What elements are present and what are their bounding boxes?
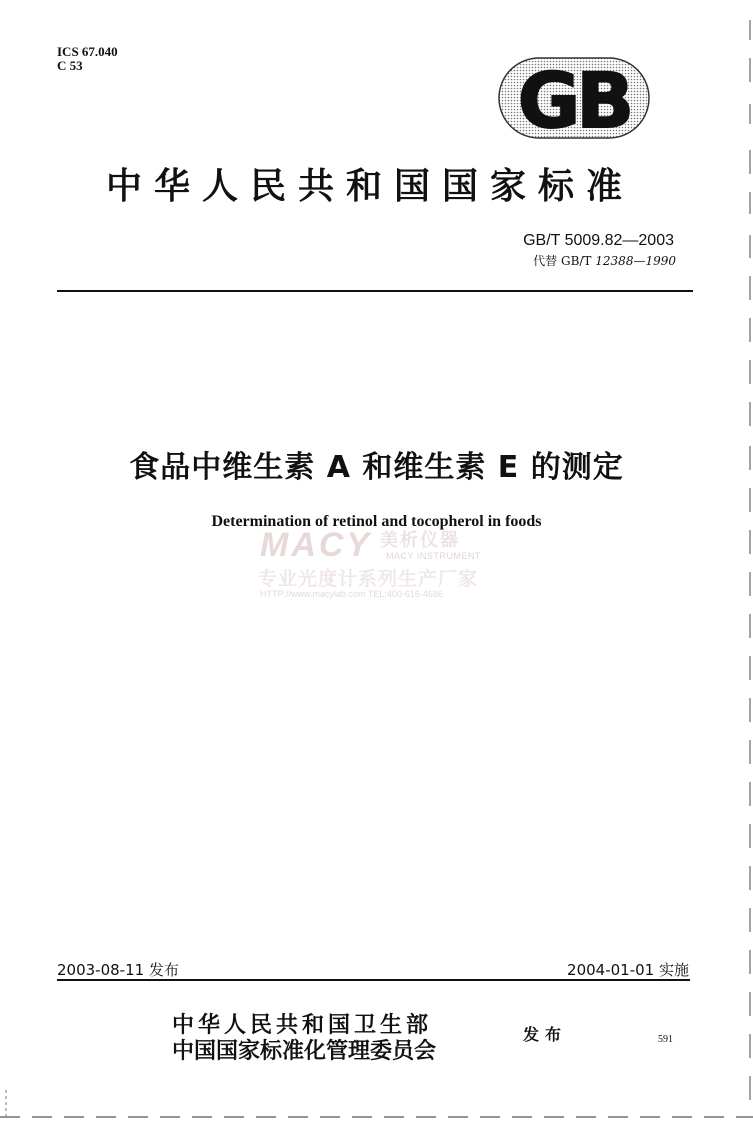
page-number: 591 xyxy=(658,1034,673,1045)
replaces-number xyxy=(533,252,676,269)
ics-code: ICS 67.040 xyxy=(57,44,118,59)
watermark-logo: MACY xyxy=(260,526,373,564)
issuer-standardization-administration: 中国国家标准化管理委员会 xyxy=(172,1038,437,1064)
scan-left-mark xyxy=(4,1090,8,1120)
implementation-date: 2004-01-01 实施 xyxy=(567,961,689,979)
scan-edge-marks xyxy=(742,0,753,1122)
publish-label: 发布 xyxy=(523,1025,568,1044)
standard-title-english: Determination of retinol and tocopherol in foods xyxy=(211,513,542,530)
ccs-code: C 53 xyxy=(57,58,83,73)
issuer-ministry-of-health: 中华人民共和国卫生部 xyxy=(172,1012,433,1038)
footer-divider xyxy=(57,979,690,981)
watermark-slogan: 专业光度计系列生产厂家 xyxy=(258,568,479,590)
national-standard-title: 中华人民共和国国家标准 xyxy=(105,166,634,207)
issue-date: 2003-08-11 发布 xyxy=(57,961,179,979)
standard-number: GB/T 5009.82—2003 xyxy=(523,232,674,249)
watermark-company-en: MACY INSTRUMENT xyxy=(386,551,481,561)
scan-bottom-dashes xyxy=(0,1112,753,1122)
standard-title-chinese: 食品中维生素 A 和维生素 E 的测定 xyxy=(129,450,624,485)
replaces-prefix: 代替 GB/T xyxy=(533,254,592,268)
svg-text:GB: GB xyxy=(517,57,631,139)
watermark-company-cn: 美析仪器 xyxy=(380,530,460,551)
header-divider xyxy=(57,290,693,292)
gb-logo xyxy=(498,57,650,139)
replaced-standard: 12388—1990 xyxy=(595,254,676,268)
watermark xyxy=(258,522,498,612)
watermark-contact: HTTP://www.macylab.com TEL:400-616-4686 xyxy=(260,589,443,599)
